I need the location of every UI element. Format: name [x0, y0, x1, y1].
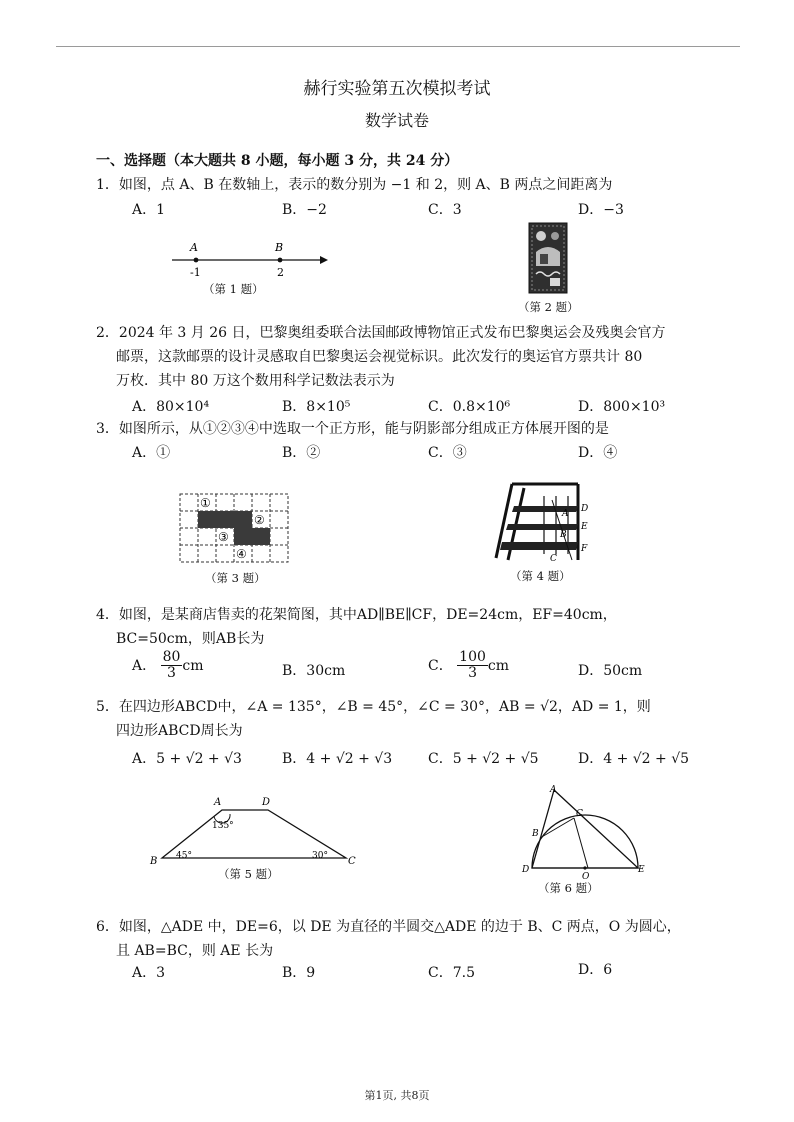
figure-3-cube-net-grid	[178, 492, 290, 566]
q6-option-d: D．6	[578, 962, 613, 978]
shaded-square	[198, 511, 216, 528]
figure-5-caption: （第 5 题）	[218, 867, 279, 881]
q4-option-d: D．50cm	[578, 663, 643, 679]
q1-option-d: D．−3	[578, 202, 624, 218]
figure-1-number-line	[170, 236, 330, 286]
rack-label-d: D	[581, 504, 589, 514]
q6-option-a: A．3	[132, 965, 166, 981]
q6-option-b: B．9	[282, 965, 316, 981]
rack-label-b: B	[560, 530, 567, 540]
q4-option-a	[132, 650, 204, 682]
rack-label-a: A	[562, 509, 569, 519]
vertex-b: B	[150, 856, 158, 867]
angle-b-label: 45°	[176, 851, 192, 861]
rack-label-c: C	[550, 554, 557, 564]
question-2-line-1: 2．2024 年 3 月 26 日，巴黎奥组委联合法国邮政博物馆正式发布巴黎奥运会及残奥会官方	[96, 325, 666, 341]
question-1-line-1: 1．如图，点 A、B 在数轴上，表示的数分别为 −1 和 2，则 A、B 两点之间距离为	[96, 177, 613, 193]
square-label-1: ①	[200, 496, 211, 510]
q4-option-c-fraction	[457, 650, 488, 682]
number-line-arrow	[320, 256, 328, 264]
square-label-3: ③	[218, 530, 229, 544]
question-3-line-1: 3．如图所示，从①②③④中选取一个正方形，能与阴影部分组成正方体展开图的是	[96, 421, 609, 437]
vertex-d: D	[522, 865, 530, 875]
shaded-square	[234, 528, 252, 545]
q5-option-d: D．4 + √2 + √5	[578, 751, 690, 767]
section-heading: 一、选择题（本大题共 8 小题，每小题 3 分，共 24 分）	[96, 153, 459, 169]
angle-c-label: 30°	[312, 851, 328, 861]
center-o: O	[582, 872, 590, 880]
vertex-e: E	[638, 865, 645, 875]
question-5-line-2: 四边形ABCD周长为	[116, 723, 243, 739]
question-2-line-2: 邮票，这款邮票的设计灵感取自巴黎奥运会视觉标识。此次发行的奥运官方票共计 80	[116, 349, 643, 365]
square-label-2: ②	[254, 513, 265, 527]
question-6-line-2: 且 AB=BC，则 AE 长为	[116, 943, 274, 959]
rack-label-e: E	[581, 522, 588, 532]
q1-option-c: C．3	[428, 202, 462, 218]
top-rule	[56, 46, 740, 47]
tick-minus-one: -1	[190, 266, 201, 279]
fraction-numerator: 80	[162, 649, 181, 665]
point-a-label: A	[190, 241, 198, 254]
q3-option-d: D．④	[578, 445, 618, 461]
question-4-line-2: BC=50cm，则AB长为	[116, 631, 265, 647]
point-c: C	[576, 809, 583, 819]
q4-option-a-letter: A．	[132, 657, 157, 674]
q1-option-a: A．1	[132, 202, 166, 218]
tick-two: 2	[277, 266, 284, 279]
q6-option-c: C．7.5	[428, 965, 475, 981]
q2-option-c: C．0.8×10⁶	[428, 399, 511, 415]
vertex-c: C	[348, 856, 356, 867]
fraction-numerator: 100	[459, 649, 486, 665]
shaded-square	[216, 511, 234, 528]
question-4-line-1: 4．如图，是某商店售卖的花架简图，其中AD∥BE∥CF，DE=24cm，EF=40cm，	[96, 607, 617, 623]
q5-option-c: C．5 + √2 + √5	[428, 751, 539, 767]
rack-label-f: F	[581, 544, 588, 554]
fraction-denominator: 3	[468, 665, 477, 682]
q2-option-b: B．8×10⁵	[282, 399, 351, 415]
q5-option-b: B．4 + √2 + √3	[282, 751, 393, 767]
figure-6-semicircle	[518, 782, 646, 880]
point-b-dot	[278, 258, 283, 263]
question-5-line-1: 5．在四边形ABCD中，∠A = 135°，∠B = 45°，∠C = 30°，AB = √2，AD = 1，则	[96, 699, 651, 715]
q4-option-b: B．30cm	[282, 663, 346, 679]
vertex-a: A	[550, 785, 557, 795]
square-label-4: ④	[236, 547, 247, 561]
q1-option-b: B．−2	[282, 202, 327, 218]
q2-option-d: D．800×10³	[578, 399, 666, 415]
q3-option-c: C．③	[428, 445, 467, 461]
vertex-d: D	[262, 797, 271, 808]
shaded-square	[252, 528, 270, 545]
exam-title: 赫行实验第五次模拟考试	[303, 79, 491, 99]
point-b: B	[532, 829, 539, 839]
fraction-denominator: 3	[167, 665, 176, 682]
figure-3-caption: （第 3 题）	[205, 571, 266, 585]
angle-a-label: 135°	[212, 821, 234, 831]
figure-2-caption: （第 2 题）	[518, 300, 579, 314]
q3-option-b: B．②	[282, 445, 321, 461]
vertex-a: A	[214, 797, 222, 808]
q4-option-c-unit: cm	[487, 657, 510, 674]
point-a-dot	[194, 258, 199, 263]
q4-option-a-fraction	[161, 650, 183, 682]
q3-option-a: A．①	[132, 445, 171, 461]
q2-option-a: A．80×10⁴	[132, 399, 210, 415]
q4-option-c-letter: C．	[428, 657, 453, 674]
page-number: 第1页, 共8页	[364, 1089, 430, 1102]
figure-4-caption: （第 4 题）	[510, 569, 571, 583]
shaded-square	[234, 511, 252, 528]
figure-6-caption: （第 6 题）	[538, 881, 599, 895]
q5-option-a: A．5 + √2 + √3	[132, 751, 242, 767]
point-b-label: B	[275, 241, 284, 254]
q4-option-a-unit: cm	[182, 657, 204, 674]
figure-1-caption: （第 1 题）	[203, 282, 264, 296]
figure-4-flower-rack	[492, 480, 592, 566]
paper-subtitle: 数学试卷	[364, 111, 429, 130]
question-2-line-3: 万枚．其中 80 万这个数用科学记数法表示为	[116, 373, 395, 389]
q4-option-c	[428, 650, 509, 682]
figure-5-quadrilateral	[148, 792, 364, 872]
question-6-line-1: 6．如图，△ADE 中，DE=6，以 DE 为直径的半圆交△ADE 的边于 B、C 两点，O 为圆心，	[96, 919, 681, 935]
figure-2-stamp-image	[528, 222, 568, 294]
